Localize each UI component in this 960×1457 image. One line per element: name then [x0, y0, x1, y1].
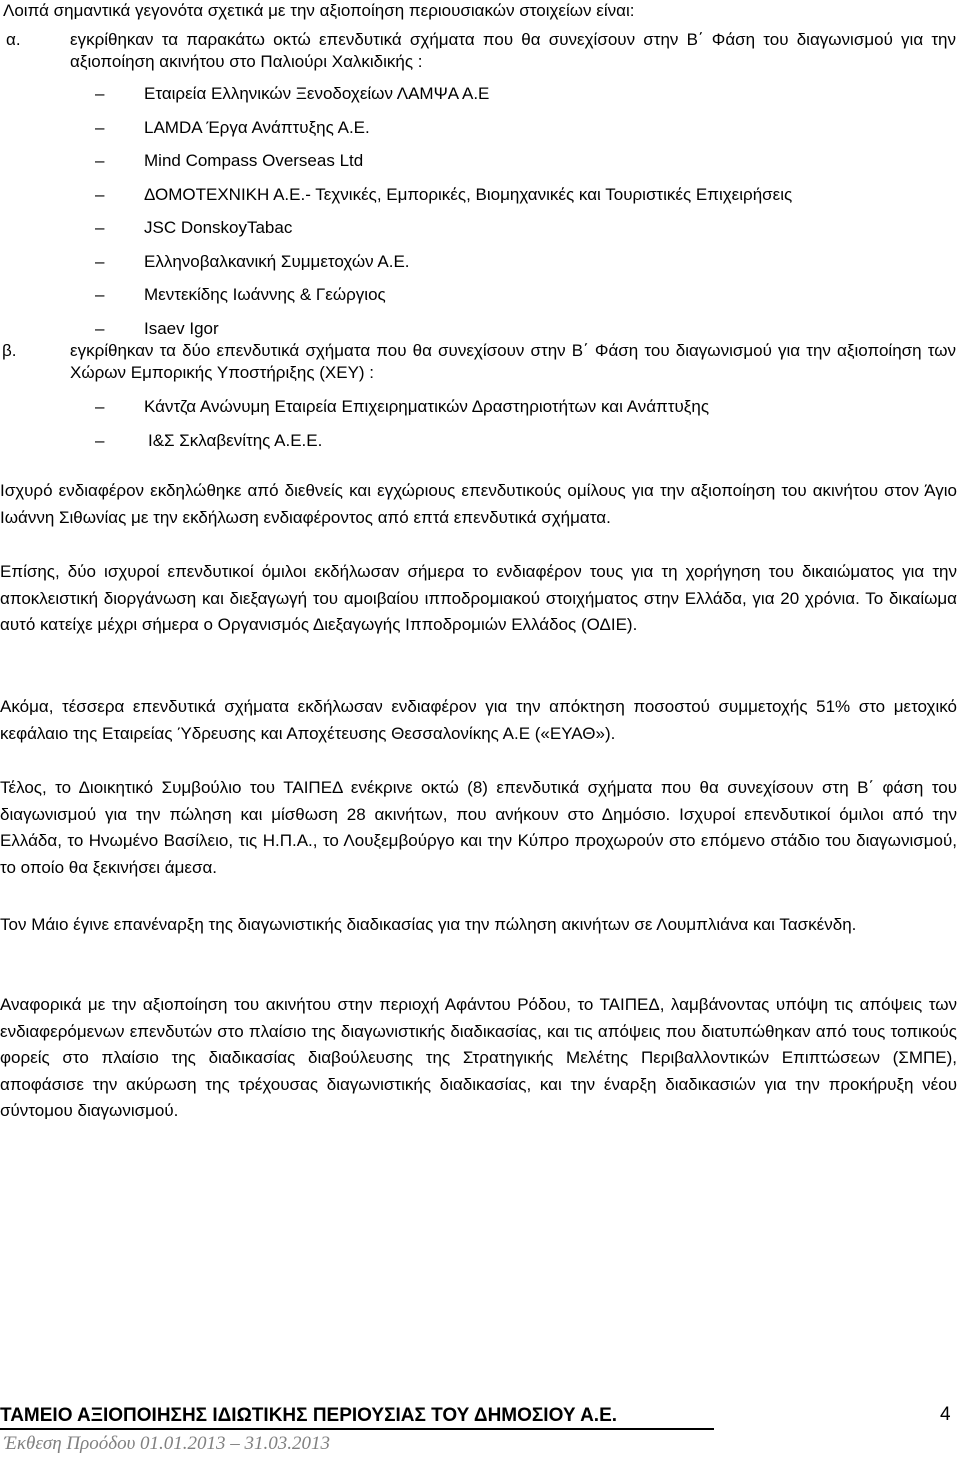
- section-a-text: εγκρίθηκαν τα παρακάτω οκτώ επενδυτικά σχήματα που θα συνεχίσουν στην Β΄ Φάση του διαγωνισμού για την αξιοποίηση ακινήτου στο Παλιούρι Χαλκιδικής :: [70, 30, 956, 71]
- section-a: [6, 29, 956, 73]
- paragraph-4: Τέλος, το Διοικητικό Συμβούλιο του ΤΑΙΠΕΔ ενέκρινε οκτώ (8) επενδυτικά σχήματα που θα συνεχίσουν στη Β΄ φάση του διαγωνισμού για την πώληση και μίσθωση 28 ακινήτων, που ανήκουν στο Δημόσιο. Ισχυροί επενδυτικοί όμιλοι από την Ελλάδα, το Ηνωμένο Βασίλειο, τις Η.Π.Α., το Λουξεμβούργο και την Κύπρο προχωρούν στο επόμενο στάδιο του διαγωνισμού, το οποίο θα ξεκινήσει άμεσα.: [0, 778, 957, 877]
- footer-title: ΤΑΜΕΙΟ ΑΞΙΟΠΟΙΗΣΗΣ ΙΔΙΩΤΙΚΗΣ ΠΕΡΙΟΥΣΙΑΣ ΤΟΥ ΔΗΜΟΣΙΟΥ Α.Ε.: [0, 1405, 618, 1426]
- paragraph-5: Τον Μάιο έγινε επανέναρξη της διαγωνιστικής διαδικασίας για την πώληση ακινήτων σε Λουμπλιάνα και Τασκένδη.: [0, 915, 857, 934]
- paragraph-6: Αναφορικά με την αξιοποίηση του ακινήτου στην περιοχή Αφάντου Ρόδου, το ΤΑΙΠΕΔ, λαμβάνοντας υπόψη τις απόψεις των ενδιαφερόμενων επενδυτών στο πλαίσιο της διαγωνιστικής διαδικασίας, και τις απόψεις που διατυπώθηκαν από τους τοπικούς φορείς στο πλαίσιο της διαδικασίας διαβούλευσης της Στρατηγικής Μελέτης Περιβαλλοντικών Επιπτώσεων (ΣΜΠΕ), αποφάσισε την ακύρωση της τρέχουσας διαγωνιστικής διαδικασίας, και την έναρξη διαδικασιών για την προκήρυξη νέου σύντομου διαγωνισμού.: [0, 995, 957, 1121]
- section-b-marker: β.: [2, 341, 17, 360]
- paragraph-2: Επίσης, δύο ισχυροί επενδυτικοί όμιλοι εκδήλωσαν σήμερα το ενδιαφέρον τους για τη χορήγηση του δικαιώματος για την αποκλειστική διοργάνωση και διεξαγωγή του αμοιβαίου ιπποδρομιακού στοιχήματος στην Ελλάδα, για 20 χρόνια. Το δικαίωμα αυτό κατείχε μέχρι σήμερα ο Οργανισμός Διεξαγωγής Ιπποδρομιών Ελλάδος (ΟΔΙΕ).: [0, 562, 957, 635]
- intro-line: Λοιπά σημαντικά γεγονότα σχετικά με την αξιοποίηση περιουσιακών στοιχείων είναι:: [3, 1, 635, 20]
- section-b-text: εγκρίθηκαν τα δύο επενδυτικά σχήματα που θα συνεχίσουν στην Β΄ Φάση του διαγωνισμού για την αξιοποίηση των Χώρων Εμπορικής Υποστήριξης (ΧΕΥ) :: [70, 341, 956, 382]
- footer-divider: [0, 1428, 714, 1430]
- section-a-marker: α.: [6, 30, 21, 49]
- footer-report-period: Έκθεση Προόδου 01.01.2013 – 31.03.2013: [4, 1433, 331, 1454]
- page-number: 4: [940, 1404, 951, 1425]
- paragraph-3: Ακόμα, τέσσερα επενδυτικά σχήματα εκδήλωσαν ενδιαφέρον για την απόκτηση ποσοστού συμμετοχής 51% στο μετοχικό κεφάλαιο της Εταιρείας Ύδρευσης και Αποχέτευσης Θεσσαλονίκης Α.Ε («ΕΥΑΘ»).: [0, 697, 957, 743]
- section-b: [2, 340, 956, 384]
- paragraph-1: Ισχυρό ενδιαφέρον εκδηλώθηκε από διεθνείς και εγχώριους επενδυτικούς ομίλους για την αξιοποίηση του ακινήτου στον Άγιο Ιωάννη Σιθωνίας με την εκδήλωση ενδιαφέροντος από επτά επενδυτικά σχήματα.: [0, 481, 957, 527]
